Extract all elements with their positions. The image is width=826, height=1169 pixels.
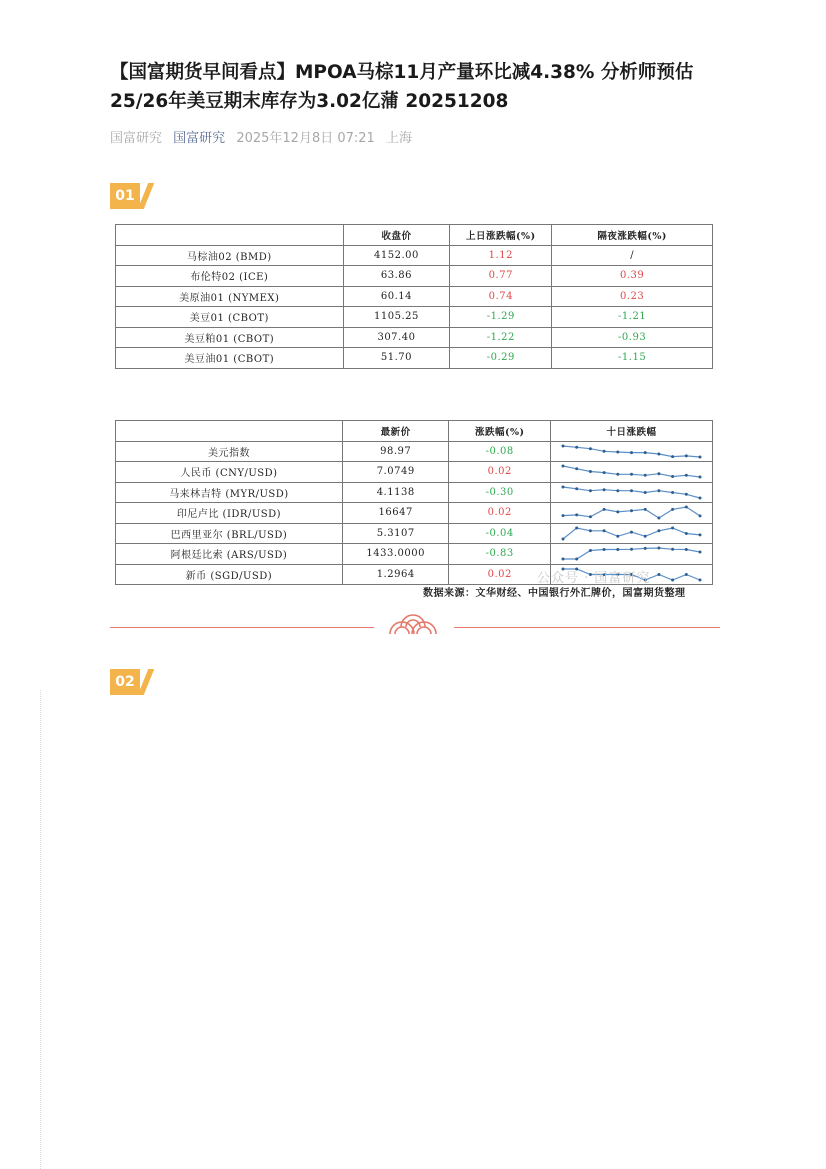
- sparkline-point: [657, 489, 660, 492]
- header-cell: 十日涨跌幅: [550, 421, 712, 442]
- close-price: 63.86: [343, 266, 450, 287]
- sparkline-point: [644, 508, 647, 511]
- sparkline-point: [657, 517, 660, 520]
- article-title: 【国富期货早间看点】MPOA马棕11月产量环比减4.38% 分析师预估25/26年美豆期末库存为3.02亿蒲 20251208: [110, 62, 694, 112]
- sparkline-point: [630, 548, 633, 551]
- sparkline-point: [616, 511, 619, 514]
- change-pct: -0.04: [449, 523, 551, 544]
- section-badge-02: [110, 669, 154, 695]
- contract-name: 美豆01 (CBOT): [116, 307, 344, 328]
- latest-price: 7.0749: [342, 462, 449, 483]
- sparkline-point: [685, 506, 688, 509]
- sparkline-point: [575, 526, 578, 529]
- sparkline-point: [657, 547, 660, 550]
- currency-name: 阿根廷比索 (ARS/USD): [116, 544, 343, 565]
- header-cell: 上日涨跌幅(%): [450, 225, 552, 246]
- change-pct: 0.02: [449, 503, 551, 524]
- header-cell: 收盘价: [343, 225, 450, 246]
- sparkline-point: [630, 509, 633, 512]
- sparkline-point: [575, 468, 578, 471]
- prev-change: 0.74: [450, 286, 552, 307]
- change-pct: -0.30: [449, 482, 551, 503]
- sparkline-cell: [550, 441, 712, 462]
- sparkline-point: [575, 514, 578, 517]
- sparkline-point: [575, 446, 578, 449]
- sparkline-point: [698, 551, 701, 554]
- table-row: [116, 266, 713, 287]
- sparkline-cell: [550, 482, 712, 503]
- sparkline-point: [685, 474, 688, 477]
- sparkline-point: [561, 485, 564, 488]
- sparkline-point: [644, 547, 647, 550]
- latest-price: 16647: [342, 503, 449, 524]
- latest-price: 4.1138: [342, 482, 449, 503]
- sparkline-point: [616, 473, 619, 476]
- sparkline-point: [589, 489, 592, 492]
- sparkline-point: [589, 529, 592, 532]
- header-cell: 涨跌幅(%): [449, 421, 551, 442]
- sparkline-point: [644, 451, 647, 454]
- close-price: 4152.00: [343, 245, 450, 266]
- sparkline-point: [657, 529, 660, 532]
- sparkline-point: [589, 470, 592, 473]
- prev-change: 0.77: [450, 266, 552, 287]
- cloud-ornament-icon: [386, 610, 440, 636]
- sparkline-point: [603, 548, 606, 551]
- sparkline-point: [630, 451, 633, 454]
- header-cell: [116, 421, 343, 442]
- sparkline-point: [616, 450, 619, 453]
- badge-slash-decoration: [138, 669, 155, 695]
- sparkline-point: [698, 496, 701, 499]
- divider-left: [110, 627, 374, 628]
- sparkline-point: [644, 474, 647, 477]
- sparkline: [551, 462, 712, 481]
- sparkline-point: [671, 578, 674, 581]
- sparkline-point: [630, 530, 633, 533]
- prev-change: -0.29: [450, 348, 552, 369]
- sparkline-point: [698, 578, 701, 581]
- night-change: -0.93: [552, 327, 713, 348]
- sparkline-point: [603, 450, 606, 453]
- sparkline-point: [671, 491, 674, 494]
- section-number: 01: [110, 183, 140, 209]
- table-row: [116, 462, 713, 483]
- sparkline-point: [698, 455, 701, 458]
- header-cell: [116, 225, 344, 246]
- sparkline-point: [630, 489, 633, 492]
- sparkline-point: [561, 558, 564, 561]
- article-meta: [110, 127, 419, 146]
- night-change: -1.15: [552, 348, 713, 369]
- header-cell: 最新价: [342, 421, 449, 442]
- table-row: [116, 523, 713, 544]
- table-header-row: [116, 421, 713, 442]
- prev-change: 1.12: [450, 245, 552, 266]
- sparkline-point: [589, 549, 592, 552]
- sparkline-point: [603, 529, 606, 532]
- sparkline-point: [657, 472, 660, 475]
- table-row: [116, 245, 713, 266]
- latest-price: 98.97: [342, 441, 449, 462]
- sparkline-point: [671, 526, 674, 529]
- close-price: 307.40: [343, 327, 450, 348]
- change-pct: 0.02: [449, 564, 551, 585]
- contract-name: 美豆油01 (CBOT): [116, 348, 344, 369]
- sparkline-point: [589, 516, 592, 519]
- watermark: 公众号 · 国富研究: [537, 571, 651, 586]
- fx-table: [115, 420, 713, 585]
- currency-name: 印尼卢比 (IDR/USD): [116, 503, 343, 524]
- sparkline-point: [589, 447, 592, 450]
- sparkline-point: [630, 473, 633, 476]
- sparkline-point: [603, 471, 606, 474]
- sparkline-point: [671, 475, 674, 478]
- currency-name: 新币 (SGD/USD): [116, 564, 343, 585]
- sparkline-point: [575, 487, 578, 490]
- night-change: /: [552, 245, 713, 266]
- sparkline-point: [685, 454, 688, 457]
- section-number: 02: [110, 669, 140, 695]
- sparkline-point: [644, 491, 647, 494]
- table-row: [116, 307, 713, 328]
- sparkline-point: [685, 548, 688, 551]
- publish-location: 上海: [385, 131, 412, 146]
- latest-price: 1433.0000: [342, 544, 449, 565]
- sparkline-point: [698, 515, 701, 518]
- sparkline-point: [657, 452, 660, 455]
- contract-name: 美豆粕01 (CBOT): [116, 327, 344, 348]
- badge-slash-decoration: [138, 183, 155, 209]
- sparkline-cell: [550, 503, 712, 524]
- currency-name: 巴西里亚尔 (BRL/USD): [116, 523, 343, 544]
- sparkline-point: [698, 476, 701, 479]
- sparkline: [551, 442, 712, 461]
- table-row: [116, 327, 713, 348]
- change-pct: -0.08: [449, 441, 551, 462]
- sparkline-point: [685, 532, 688, 535]
- night-change: 0.39: [552, 266, 713, 287]
- sparkline: [551, 503, 712, 522]
- close-price: 1105.25: [343, 307, 450, 328]
- close-price: 51.70: [343, 348, 450, 369]
- night-change: 0.23: [552, 286, 713, 307]
- sparkline: [551, 544, 712, 563]
- contract-name: 美原油01 (NYMEX): [116, 286, 344, 307]
- currency-name: 美元指数: [116, 441, 343, 462]
- currency-name: 马来林吉特 (MYR/USD): [116, 482, 343, 503]
- sparkline-point: [616, 535, 619, 538]
- prev-change: -1.29: [450, 307, 552, 328]
- futures-table: [115, 224, 713, 369]
- sparkline: [551, 483, 712, 502]
- table-row: [116, 441, 713, 462]
- header-cell: 隔夜涨跌幅(%): [552, 225, 713, 246]
- sparkline-point: [561, 444, 564, 447]
- sparkline-point: [561, 514, 564, 517]
- table-row: [116, 286, 713, 307]
- sparkline-cell: [550, 523, 712, 544]
- publish-datetime: 2025年12月8日 07:21: [236, 131, 375, 146]
- sparkline-point: [561, 537, 564, 540]
- divider-right: [454, 627, 720, 628]
- sparkline-point: [671, 508, 674, 511]
- sparkline-point: [616, 489, 619, 492]
- sparkline-point: [671, 455, 674, 458]
- author-name: 国富研究: [110, 131, 163, 146]
- change-pct: 0.02: [449, 462, 551, 483]
- close-price: 60.14: [343, 286, 450, 307]
- latest-price: 1.2964: [342, 564, 449, 585]
- latest-price: 5.3107: [342, 523, 449, 544]
- sparkline-cell: [550, 462, 712, 483]
- sparkline: [551, 524, 712, 543]
- sparkline-path: [563, 507, 700, 518]
- sparkline-point: [644, 535, 647, 538]
- table-row: [116, 503, 713, 524]
- contract-name: 马棕油02 (BMD): [116, 245, 344, 266]
- sparkline-point: [575, 558, 578, 561]
- sparkline-point: [698, 533, 701, 536]
- sparkline-point: [685, 493, 688, 496]
- table-header-row: [116, 225, 713, 246]
- sparkline-point: [657, 573, 660, 576]
- left-dotted-guide: [40, 690, 41, 1169]
- change-pct: -0.83: [449, 544, 551, 565]
- sparkline-point: [603, 508, 606, 511]
- account-link[interactable]: 国富研究: [173, 131, 226, 146]
- night-change: -1.21: [552, 307, 713, 328]
- sparkline-point: [671, 548, 674, 551]
- table-row: [116, 544, 713, 565]
- contract-name: 布伦特02 (ICE): [116, 266, 344, 287]
- sparkline-point: [685, 573, 688, 576]
- sparkline-path: [563, 487, 700, 498]
- table-row: [116, 348, 713, 369]
- table-row: [116, 482, 713, 503]
- sparkline-point: [561, 465, 564, 468]
- currency-name: 人民币 (CNY/USD): [116, 462, 343, 483]
- sparkline-cell: [550, 544, 712, 565]
- prev-change: -1.22: [450, 327, 552, 348]
- data-source-note: 数据来源：文华财经、中国银行外汇牌价，国富期货整理: [423, 588, 686, 599]
- section-badge-01: [110, 183, 154, 209]
- sparkline-point: [616, 548, 619, 551]
- sparkline-point: [603, 488, 606, 491]
